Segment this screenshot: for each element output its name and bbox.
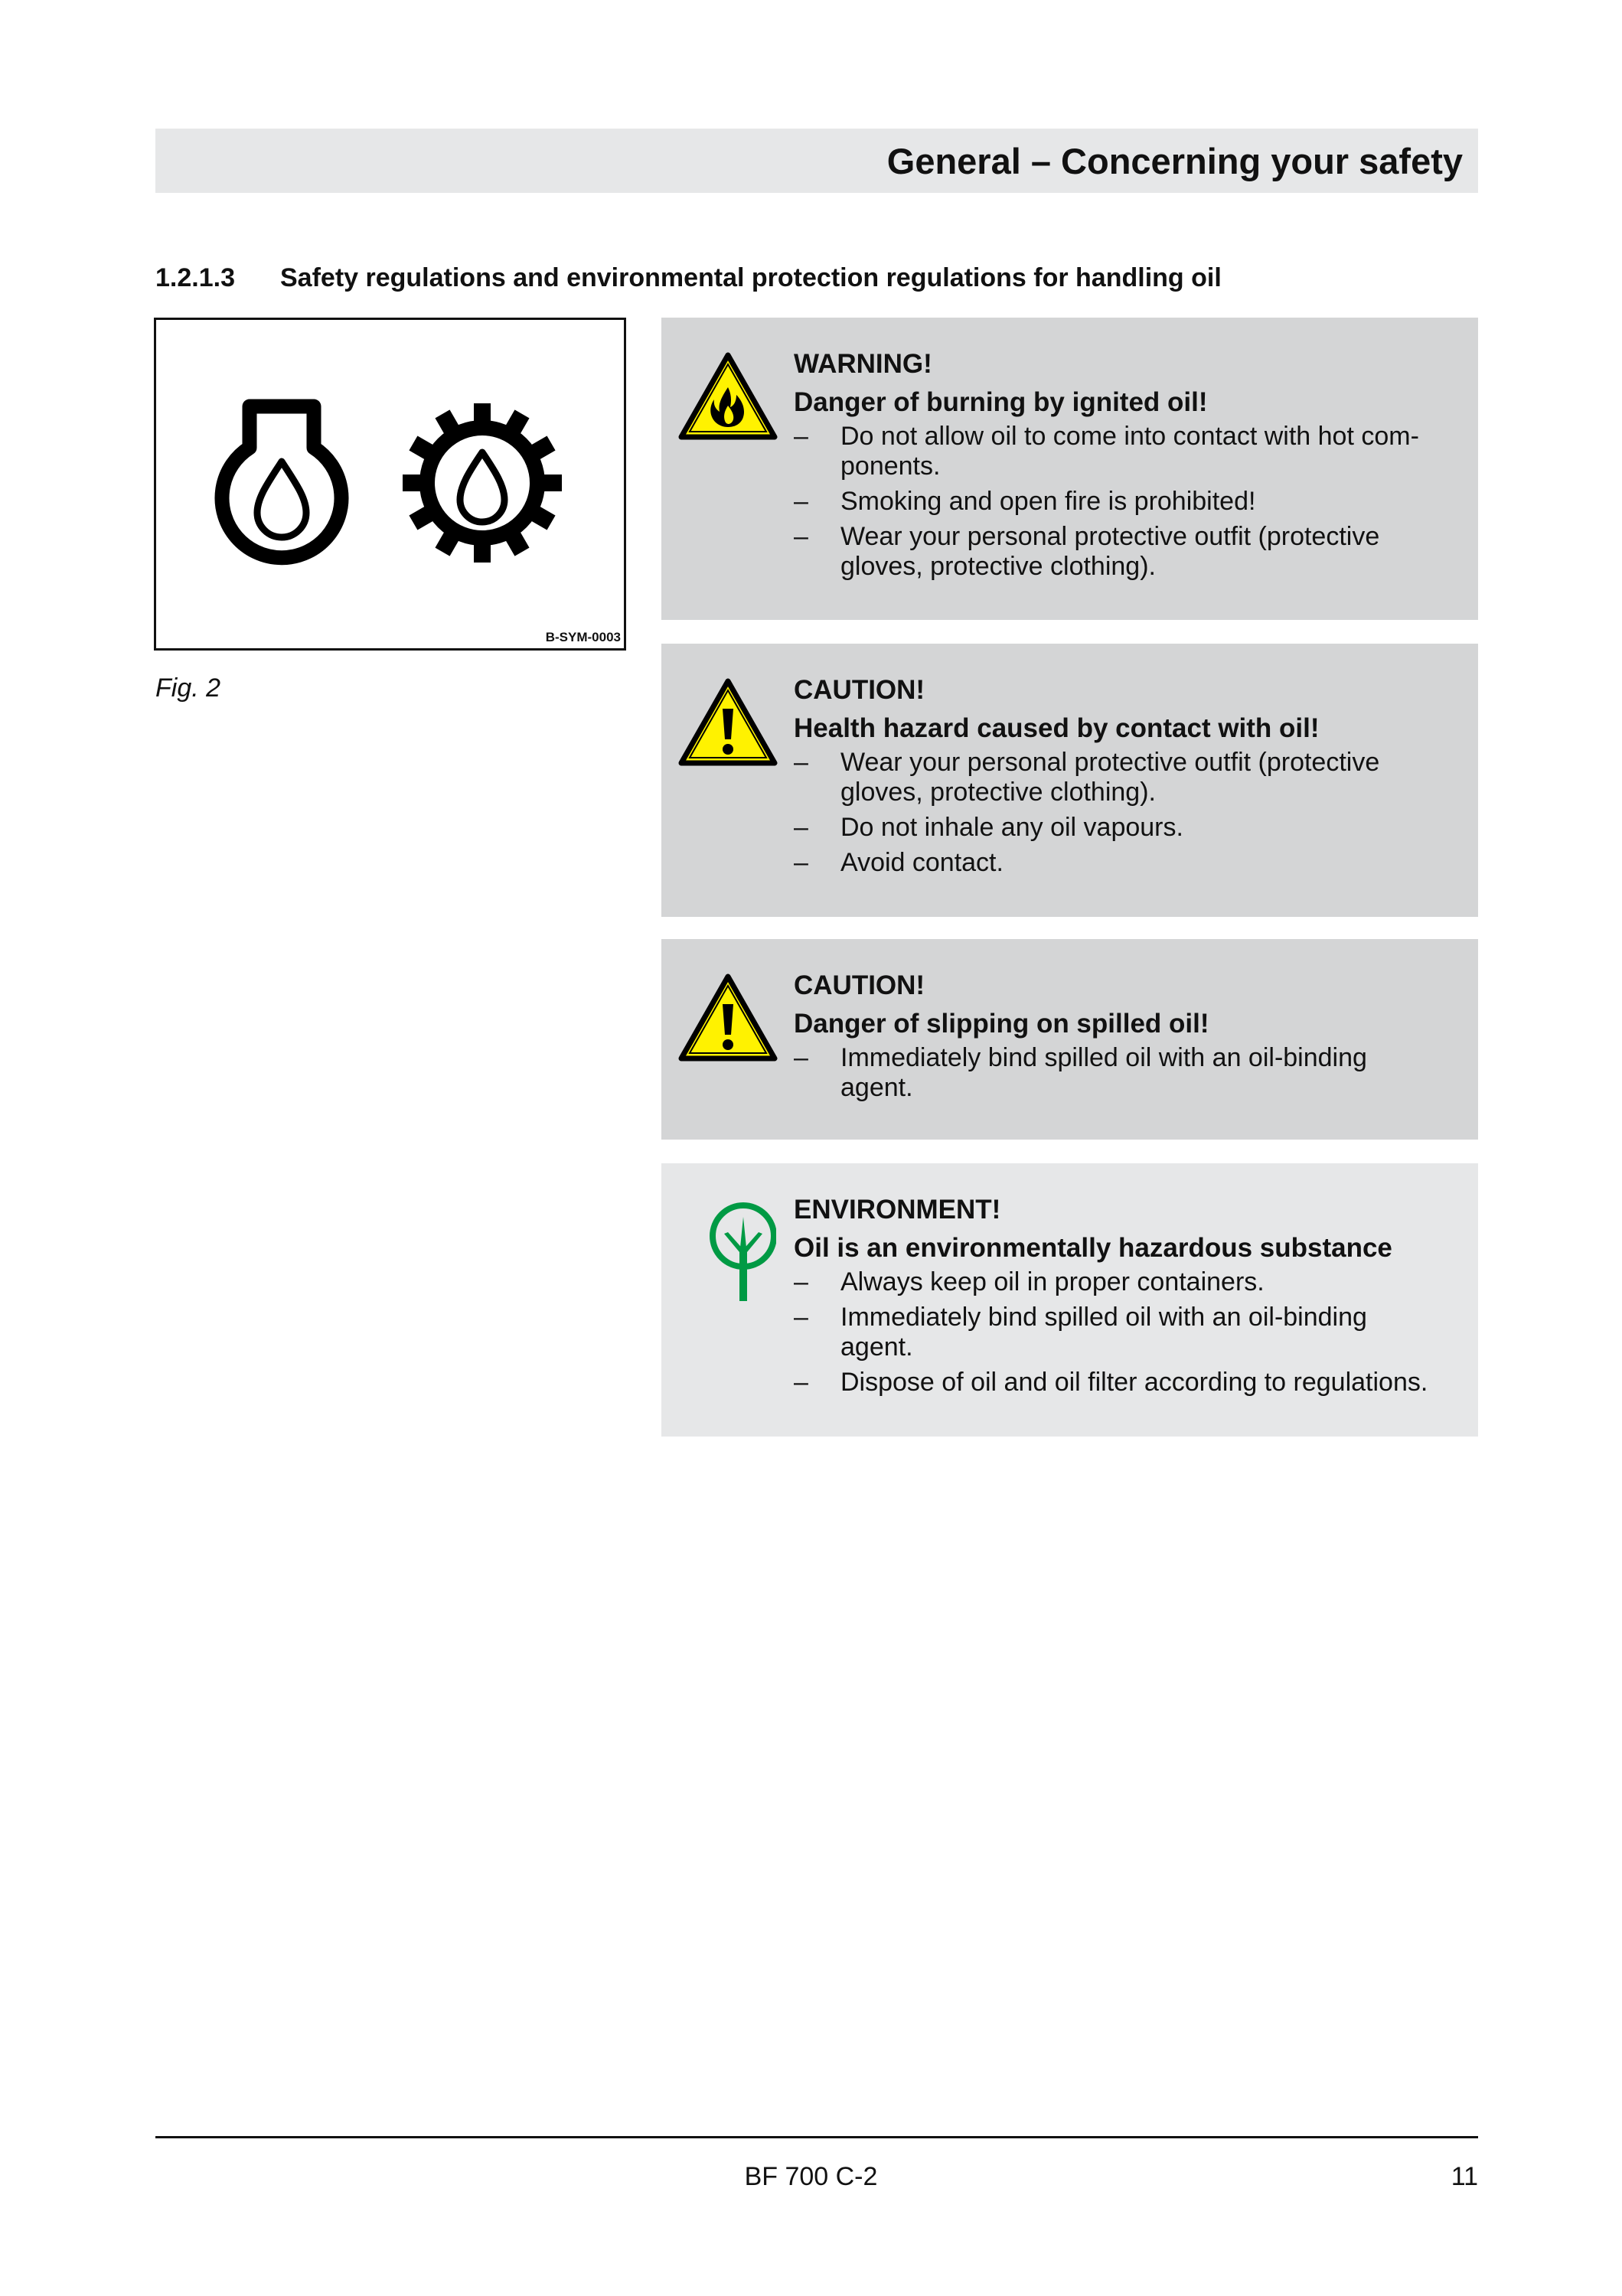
notice-list	[794, 1267, 1463, 1397]
notice-list	[794, 748, 1463, 878]
exclamation-warning-icon	[677, 677, 779, 768]
list-item: – Do not allow oil to come into contact with hot com-ponents.	[794, 422, 1463, 481]
list-item: – Always keep oil in proper containers.	[794, 1267, 1463, 1297]
caution-notice-health	[661, 644, 1478, 917]
notice-subtitle: Danger of burning by ignited oil!	[794, 387, 1208, 417]
notice-subtitle: Danger of slipping on spilled oil!	[794, 1009, 1209, 1039]
figure-box	[154, 318, 626, 651]
notice-title: WARNING!	[794, 349, 932, 379]
list-item: – Dispose of oil and oil filter according to regulations.	[794, 1368, 1463, 1397]
section-title: Safety regulations and environmental protection regulations for handling oil	[280, 263, 1222, 292]
figure-code: B-SYM-0003	[545, 630, 621, 644]
figure-caption: Fig. 2	[155, 673, 221, 703]
footer-divider	[155, 2136, 1478, 2138]
warning-notice-body	[794, 345, 1463, 587]
notice-list	[794, 1043, 1463, 1103]
list-item: – Smoking and open fire is prohibited!	[794, 487, 1463, 517]
list-item: – Immediately bind spilled oil with an oil-binding agent.	[794, 1303, 1463, 1362]
list-item: – Wear your personal protective outfit (protective gloves, protective clothing).	[794, 748, 1463, 807]
figure-symbols	[156, 320, 624, 648]
list-item: – Do not inhale any oil vapours.	[794, 813, 1463, 843]
list-item: – Wear your personal protective outfit (protective gloves, protective clothing).	[794, 522, 1463, 582]
caution-notice-body	[794, 967, 1463, 1108]
page-header	[155, 129, 1478, 193]
notice-subtitle: Health hazard caused by contact with oil!	[794, 713, 1320, 743]
environment-notice-body	[794, 1191, 1463, 1403]
oil-can-drop-icon	[222, 406, 341, 558]
notice-list	[794, 422, 1463, 582]
notice-title: CAUTION!	[794, 970, 925, 1000]
list-item: – Avoid contact.	[794, 848, 1463, 878]
notice-subtitle: Oil is an environmentally hazardous substance	[794, 1233, 1392, 1263]
notice-title: ENVIRONMENT!	[794, 1195, 1001, 1225]
warning-notice-burning	[661, 318, 1478, 620]
page-number: 11	[1451, 2162, 1478, 2191]
notice-title: CAUTION!	[794, 675, 925, 705]
section-number: 1.2.1.3	[155, 263, 235, 292]
section-heading	[155, 263, 1478, 293]
exclamation-warning-icon	[677, 972, 779, 1064]
caution-notice-body	[794, 671, 1463, 883]
fire-warning-icon	[677, 351, 779, 442]
gear-oil-drop-icon	[403, 403, 562, 563]
tree-environment-icon	[677, 1195, 776, 1303]
footer-model: BF 700 C-2	[744, 2162, 878, 2191]
list-item: – Immediately bind spilled oil with an oil-binding agent.	[794, 1043, 1463, 1103]
environment-notice	[661, 1163, 1478, 1437]
header-title: General – Concerning your safety	[886, 140, 1463, 181]
caution-notice-slipping	[661, 939, 1478, 1140]
